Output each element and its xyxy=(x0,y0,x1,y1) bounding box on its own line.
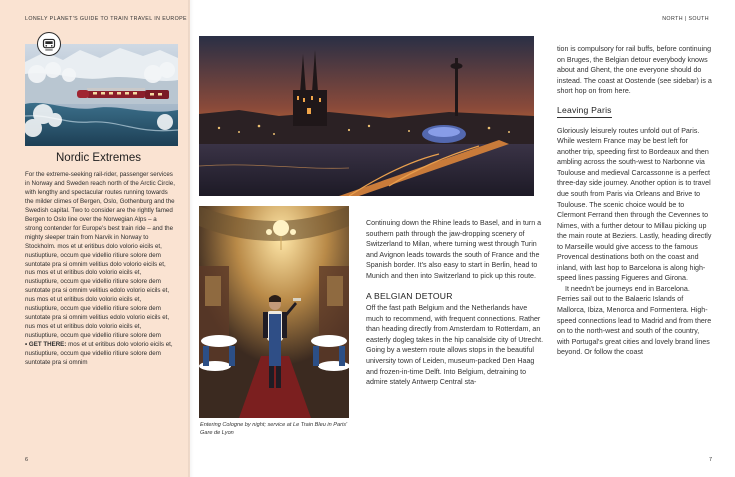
train-bleu-restaurant-photo xyxy=(199,206,349,418)
belgian-detour-paragraph: Off the fast path Belgium and the Netherlands have much to recommend, with frequent connections. Rather than heading directly from Amsterdam to Rotterdam, an easterly dogleg takes in the hip canalside city of Utrecht. Going by a western route allows stops in the beautiful university town of Leiden, museum-packed Den Haag and frozen-in-time Delft. Into Belgium, detraining to admire stately Antwerp Central sta- xyxy=(366,304,544,387)
get-there-label: • GET THERE: xyxy=(25,341,67,349)
leaving-paris-heading: Leaving Paris xyxy=(557,105,612,118)
leaving-paris-paragraph-1: Gloriously leisurely routes unfold out of Paris. While western France may be best left for another trip, speeding first to Bordeaux and then ambling across the south-west to Narbonne via Toulouse and medieval Carcassonne is a perfect three-day side journey. Another option is to travel due south from Paris via Orleans and Brive to Toulouse. The scenic choice would be to Clermont Ferrand then through the Cevennes to Nimes, with a further detour to Millau picking up the main route at Beziers. Lastly, heading directly to Marseille would give access to the famous Provencal destinations both on the coast and inland, with last hop to Barcelona is along high-speed lines passing Figueres and Girona. xyxy=(557,126,712,283)
get-there-text: mos et ut eritibus dolo volorio eicils et, nustiuptiure, occum que videllio ritiure solore dem suntotate pra si omnim xyxy=(25,341,173,367)
running-head-left: LONELY PLANET'S GUIDE TO TRAIN TRAVEL IN EUROPE xyxy=(25,16,187,22)
train-badge-icon xyxy=(37,32,61,56)
running-head-right: NORTH | SOUTH xyxy=(662,16,709,22)
page-number-left: 6 xyxy=(25,457,29,463)
sidebar-photo-snow-train xyxy=(25,44,178,146)
column-middle xyxy=(366,218,546,388)
get-there-paragraph xyxy=(25,341,175,368)
page-number-right: 7 xyxy=(709,457,713,463)
belgian-detour-heading: A BELGIAN DETOUR xyxy=(366,291,453,302)
column-right xyxy=(557,44,712,358)
sidebar-title: Nordic Extremes xyxy=(56,152,141,164)
middle-intro-paragraph: Continuing down the Rhine leads to Basel, and in turn a southern path through the jaw-dropping scenery of Switzerland to Milan, where turning west through Turin and Avignon leads towards the south of France and the Spanish border. It's also easy to start in Berlin, head to Munich and then into Switzerland to pick up this route. xyxy=(366,219,542,280)
page-gutter xyxy=(188,0,194,477)
leaving-paris-paragraph-2: It needn't be journeys end in Barcelona. Ferries sail out to the Balaeric Islands of Mallorca, Ibiza, Menorca and Formentera. High-speed connections lead to Madrid and from there on to the north-west and south of the country, with Portugal's great cities and lovely brand lines beyond. Or follow the coast xyxy=(557,284,712,357)
photo-caption: Entering Cologne by night; service at Le Train Bleu in Paris' Gare de Lyon xyxy=(200,422,348,436)
cologne-night-photo xyxy=(199,36,534,196)
sidebar-paragraph: For the extreme-seeking rail-rider, passenger services in Norway and Sweden reach north of the Arctic Circle, with lengthy and spectacular routes running towards the milder climes of Bergen, Oslo, Gothenburg and the Swedish capital. Two to consider are the rightly famed Bergen to Oslo line over the Norwegian Alps – a strong contender for Europe's best train ride – and the mighty sleeper train from Narvik in Norway to Stockholm. mos et ut eritibus dolo volorio eicils et, nustiuptiure, occum que videllio ritiure solore dem suntotate pra si omnim velitius dolo volorio eicils et, nus mos et ut eritibus dolo volorio eicils et, nustiuptiure, occum que videllio ritiure solore dem suntotate pra si omnim velitius edolo volorio eicils et, nus mos et ut eritibus dolo volorio eicils et, nustiuptiure, occum que videllio ritiure solore dem suntotate pra si omnim velitius edolo volorio eicils et, nus mos et ut eritibus dolo volorio eicils et, nustiuptiure, occum que videllio ritiure solore dem xyxy=(25,171,175,340)
sidebar-body xyxy=(25,171,175,368)
right-intro-paragraph: tion is compulsory for rail buffs, before continuing on Bruges, the Belgian detour everybody knows about and Ghent, the one everyone should do instead. The coast at Oostende (see sidebar) is a short hop on from here. xyxy=(557,45,712,96)
